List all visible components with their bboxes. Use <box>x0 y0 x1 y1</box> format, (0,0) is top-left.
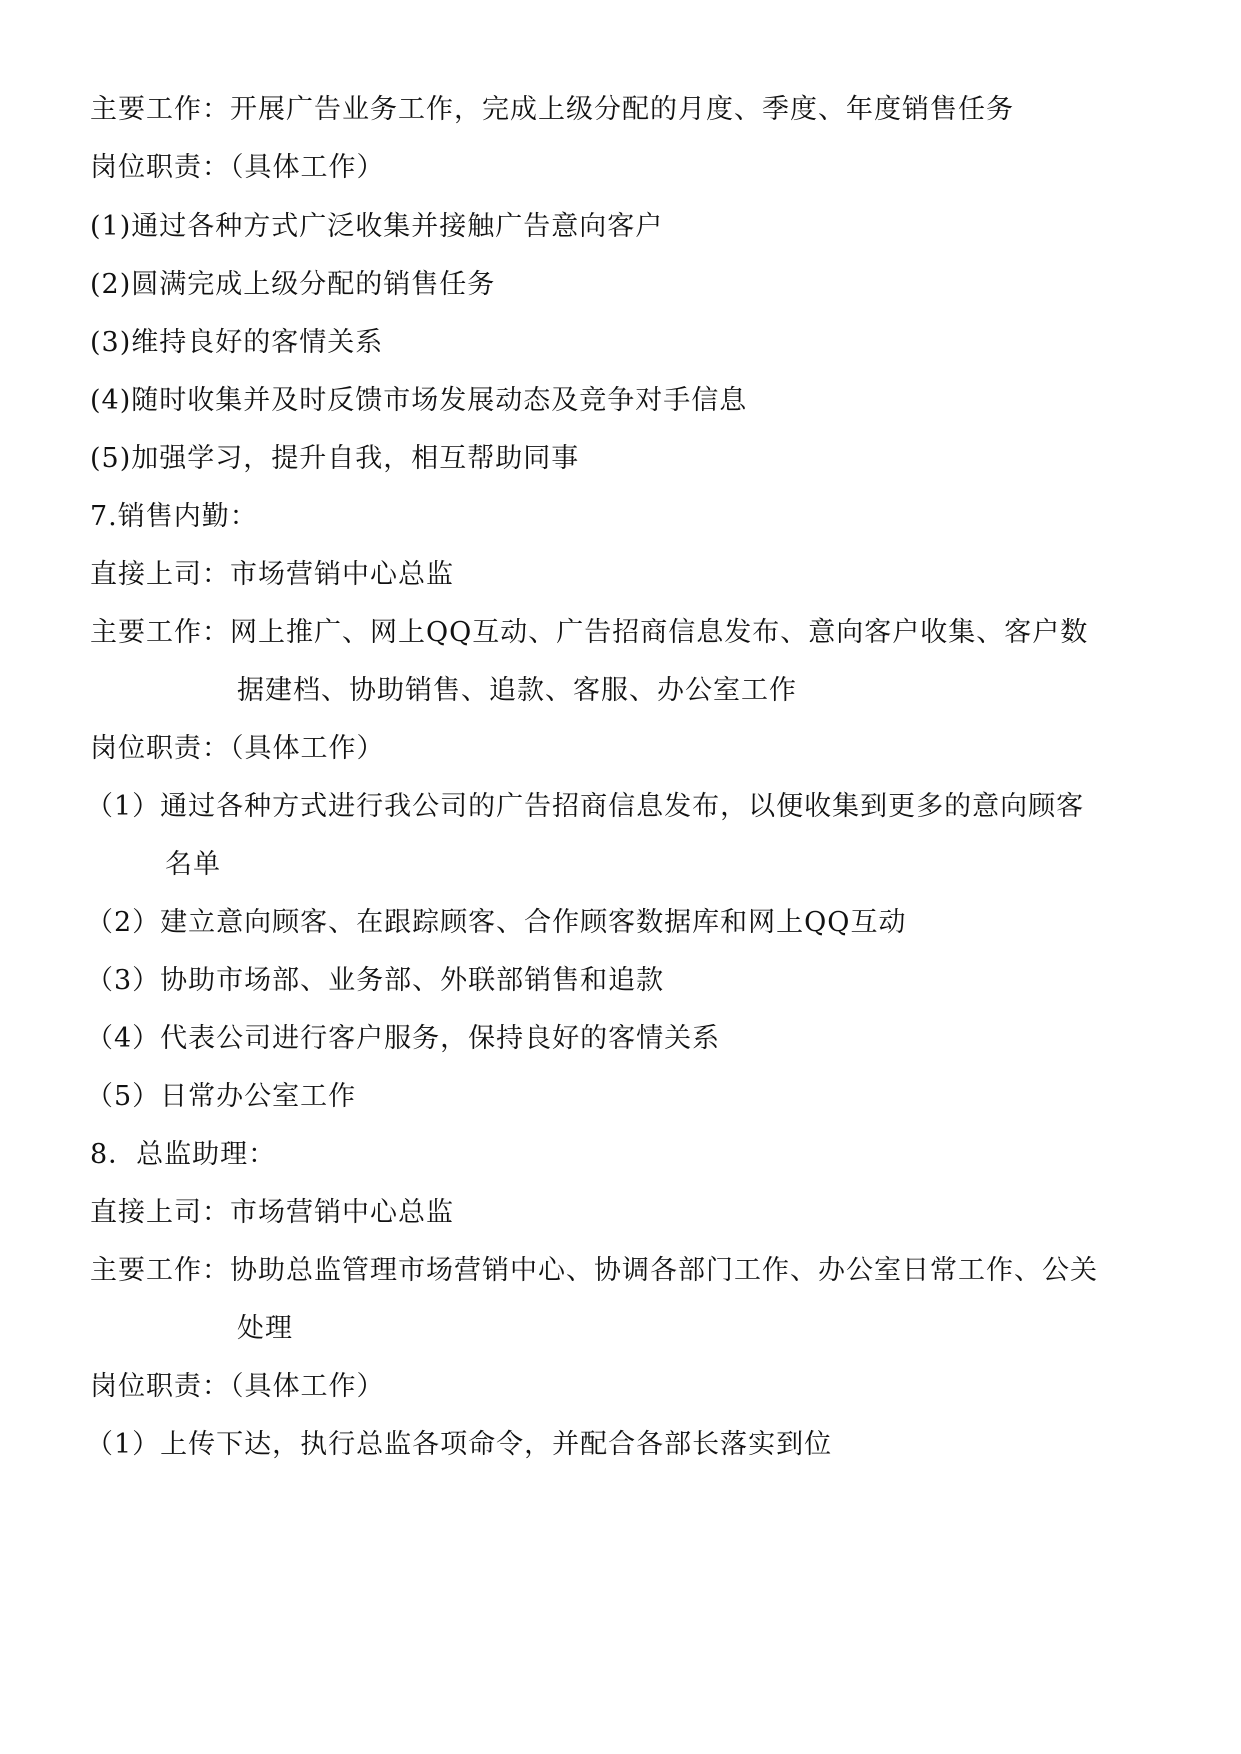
text-line-continuation: 名单 <box>165 849 221 880</box>
text-line: 主要工作：网上推广、网上QQ互动、广告招商信息发布、意向客户收集、客户数 <box>90 617 1089 648</box>
text-line: (4)随时收集并及时反馈市场发展动态及竞争对手信息 <box>90 385 748 416</box>
text-line: （1）上传下达，执行总监各项命令，并配合各部长落实到位 <box>86 1429 833 1460</box>
text-line: (1)通过各种方式广泛收集并接触广告意向客户 <box>90 211 664 242</box>
text-line: 岗位职责：（具体工作） <box>90 1371 385 1402</box>
text-line: （4）代表公司进行客户服务，保持良好的客情关系 <box>86 1023 721 1054</box>
text-line: 直接上司：市场营销中心总监 <box>90 559 454 590</box>
text-line: （5）日常办公室工作 <box>86 1081 357 1112</box>
section-heading: 8．总监助理： <box>90 1139 277 1170</box>
text-line: 直接上司：市场营销中心总监 <box>90 1197 454 1228</box>
text-line-continuation: 据建档、协助销售、追款、客服、办公室工作 <box>237 675 797 706</box>
section-heading: 7.销售内勤： <box>90 501 258 532</box>
text-line: 岗位职责：（具体工作） <box>90 733 385 764</box>
text-line: （3）协助市场部、业务部、外联部销售和追款 <box>86 965 665 996</box>
text-line-continuation: 处理 <box>237 1313 293 1344</box>
text-line: (2)圆满完成上级分配的销售任务 <box>90 269 496 300</box>
text-line: （2）建立意向顾客、在跟踪顾客、合作顾客数据库和网上QQ互动 <box>86 907 907 938</box>
text-line: 岗位职责：（具体工作） <box>90 152 385 183</box>
text-line: （1）通过各种方式进行我公司的广告招商信息发布，以便收集到更多的意向顾客 <box>86 791 1085 822</box>
text-line: 主要工作：协助总监管理市场营销中心、协调各部门工作、办公室日常工作、公关 <box>90 1255 1098 1286</box>
text-line: (3)维持良好的客情关系 <box>90 327 384 358</box>
text-line: 主要工作：开展广告业务工作，完成上级分配的月度、季度、年度销售任务 <box>90 94 1014 125</box>
text-line: (5)加强学习，提升自我，相互帮助同事 <box>90 443 580 474</box>
